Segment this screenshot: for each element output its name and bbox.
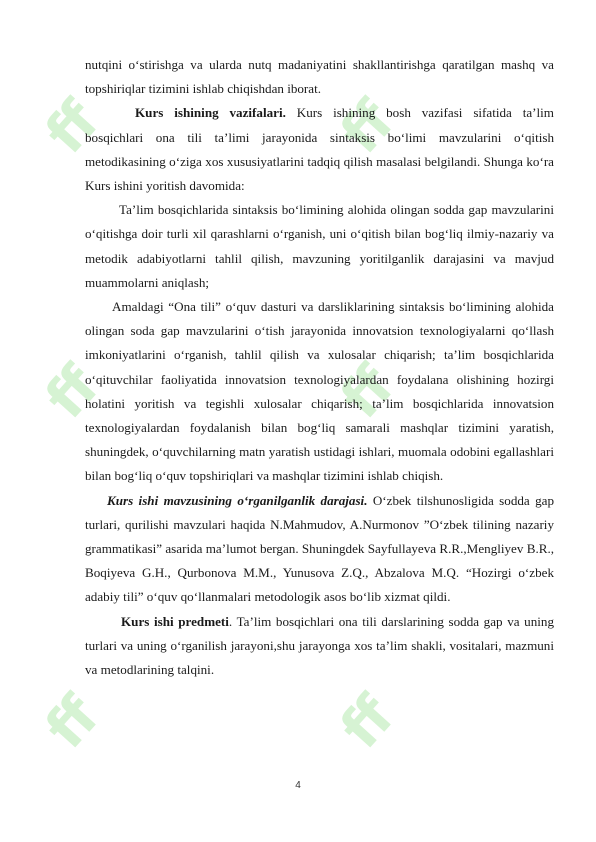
paragraph-subject-body: . Ta’lim bosqichlari ona tili darslarining sodda gap va uning turlari va uning o‘rganilish jarayoni,shu jarayonga xos ta’lim shakli, vositalari, mazmuni va metodlarining talqini. [85,613,554,678]
page-body [85,53,554,682]
paragraph-intro-continuation: nutqini o‘stirishga va ularda nutq madaniyatini shakllantirishga qaratilgan mashq va topshiriqlar tizimini ishlab chiqishdan iborat. [85,57,554,97]
page-number: 4 [295,780,301,791]
watermark: ff [33,88,113,167]
paragraph-study-degree-heading: Kurs ishi mavzusining o‘rganilganlik darajasi. [107,492,368,508]
paragraph-study-degree-body: O‘zbek tilshunosligida sodda gap turlari, qurilishi mavzulari haqida N.Mahmudov, A.Nurmonov ”O‘zbek tilining nazariy grammatikasi” asarida ma’lumot bergan. Shuningdek Sayfullayeva R.R.,Mengliyev B.R., Boqiyeva G.H., Qurbonova M.M., Yunusova Z.Q., Abzalova M.Q. “Hozirgi o‘zbek adabiy tili” o‘quv qo‘llanmalari metodologik asos bo‘lib xizmat qildi. [85,492,554,605]
paragraph-subject [85,610,554,683]
paragraph-study-degree [85,489,554,610]
watermark: ff [328,683,408,762]
watermark: ff [33,353,113,432]
watermark: ff [33,683,113,762]
paragraph-tasks-heading: Kurs ishining vazifalari. [135,105,286,121]
paragraph-task-2: Amaldagi “Ona tili” o‘quv dasturi va darsliklarining sintaksis bo‘limining alohida olingan soda gap mavzularini o‘tish jarayonida innovatsion texnologiyalarni qo‘llash imkoniyatlarini o‘rganish, tahlil qilish va xulosalar chiqarish; ta’lim bosqichlarida o‘qituvchilar faoliyatida innovatsion texnologiyalardan foydalana olishining hozirgi holatini yoritish va tegishli xulosalar chiqarish; ta’lim bosqichlarida innovatsion texnologiyalardan foydalanish bilan bog‘liq samarali mashqlar tizimini yaratish, shuningdek, o‘quvchilarning matn yaratish ustidagi ishlari, muomala odobini egallashlari bilan bog‘liq o‘quv topshiriqlari va mashqlar tizimini ishlab chiqish. [85,299,554,484]
paragraph-task-1: Ta’lim bosqichlarida sintaksis bo‘limining alohida olingan sodda gap mavzularini o‘qitishga doir turli xil qarashlarni o‘rganish, uni o‘qitish bilan bog‘liq ilmiy-nazariy va metodik adabiyotlarni tahlil qilish, mavzuning yoritilganlik darajasini va mavjud muammolarni aniqlash; [85,202,554,290]
watermark: ff [328,88,408,167]
paragraph-subject-heading: Kurs ishi predmeti [121,613,229,629]
paragraph-tasks-body: Kurs ishining bosh vazifasi sifatida ta’lim bosqichlari ona tili ta’limi jarayonida sintaksis bo‘limi mavzularini o‘qitish metodikasining o‘ziga xos xususiyatlarini tadqiq qilish masalasi belgilandi. Shunga ko‘ra Kurs ishini yoritish davomida: [85,105,554,194]
watermark: ff [328,353,408,432]
paragraph-tasks [85,101,554,198]
